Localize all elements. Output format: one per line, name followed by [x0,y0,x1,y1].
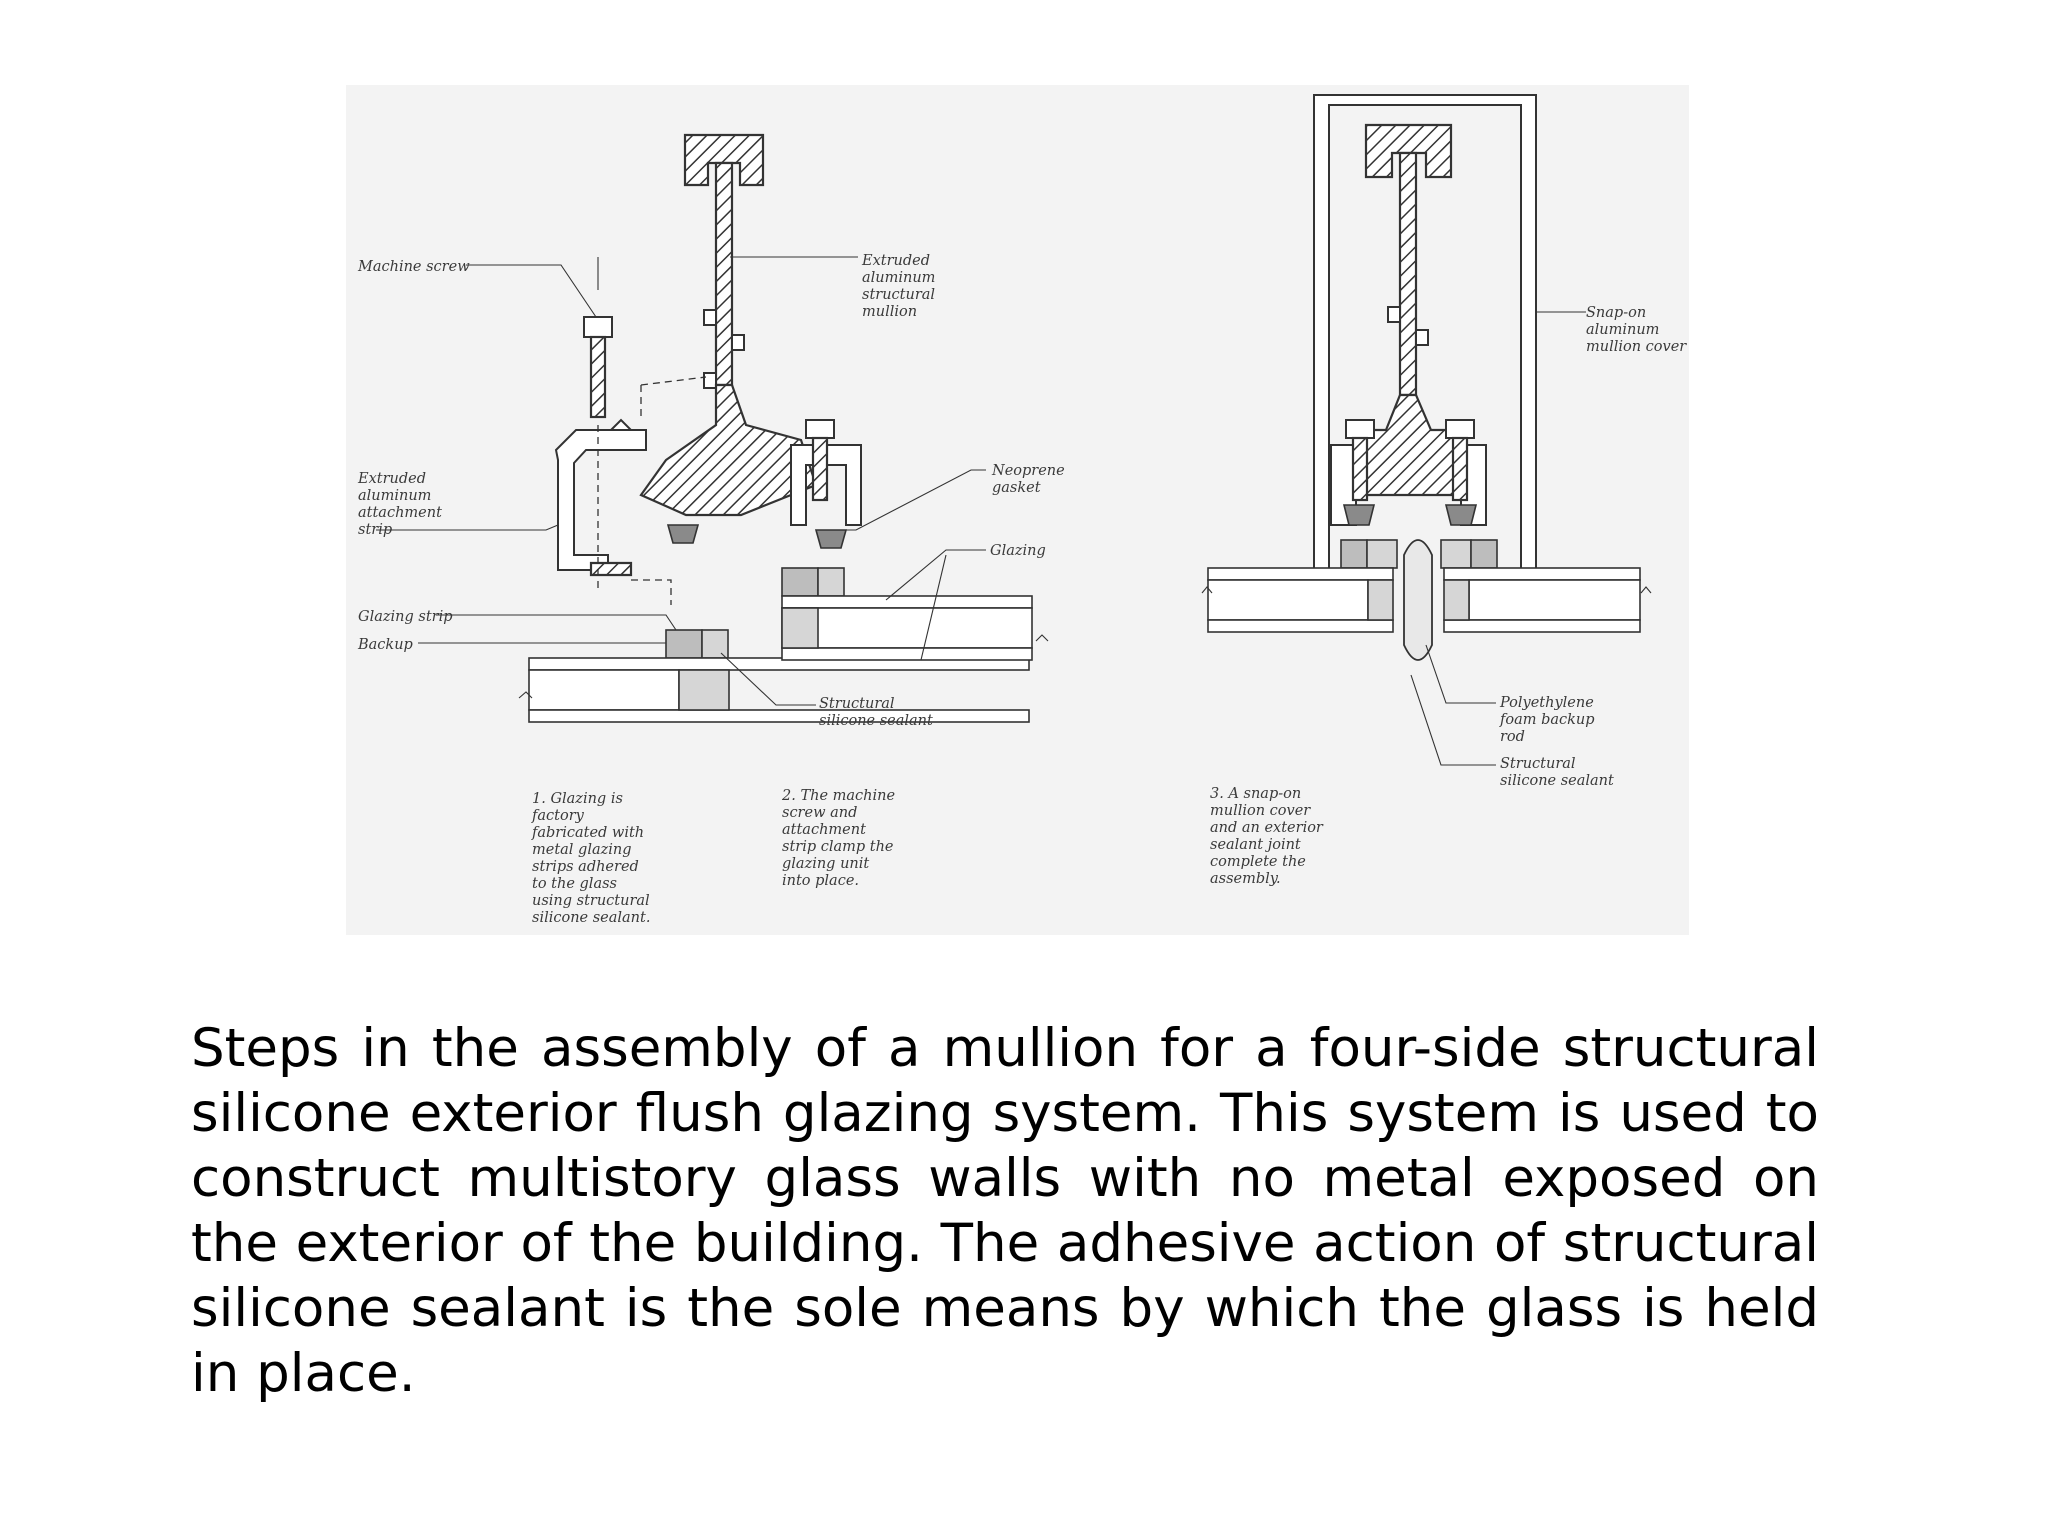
step-3-text: 3. A snap-on mullion cover and an exterior sealant joint complete the assembly. [1210,786,1323,887]
label-attachment-strip: Extruded aluminum attachment strip [358,471,442,538]
label-machine-screw: Machine screw [358,259,470,275]
step-2-text: 2. The machine screw and attachment strip clamp the glazing unit into place. [782,788,896,889]
label-structural-sealant-right: Structural silicone sealant [1500,756,1614,789]
label-backup: Backup [358,637,413,653]
right-assembly-drawing [1202,95,1651,660]
label-snap-on-cover: Snap-on aluminum mullion cover [1586,305,1687,355]
left-assembly-drawing [519,135,1048,722]
label-glazing: Glazing [990,543,1046,559]
label-extruded-mullion: Extruded aluminum structural mullion [862,253,936,320]
label-glazing-strip: Glazing strip [358,609,453,625]
label-structural-sealant-left: Structural silicone sealant [819,696,933,729]
mullion-assembly-drawing [346,85,1689,935]
label-neoprene-gasket: Neoprene gasket [992,463,1065,496]
figure-caption: Steps in the assembly of a mullion for a four-side structural silicone exterior flush glazing system. This system is used to construct multistory glass walls with no metal exposed on the exterior of the building. The adhesive action of structural silicone sealant is the sole means by which the glass is held in place. [191,1018,1819,1404]
label-polyethylene-rod: Polyethylene foam backup rod [1500,695,1595,745]
step-1-text: 1. Glazing is factory fabricated with metal glazing strips adhered to the glass using structural silicone sealant. [532,791,651,926]
